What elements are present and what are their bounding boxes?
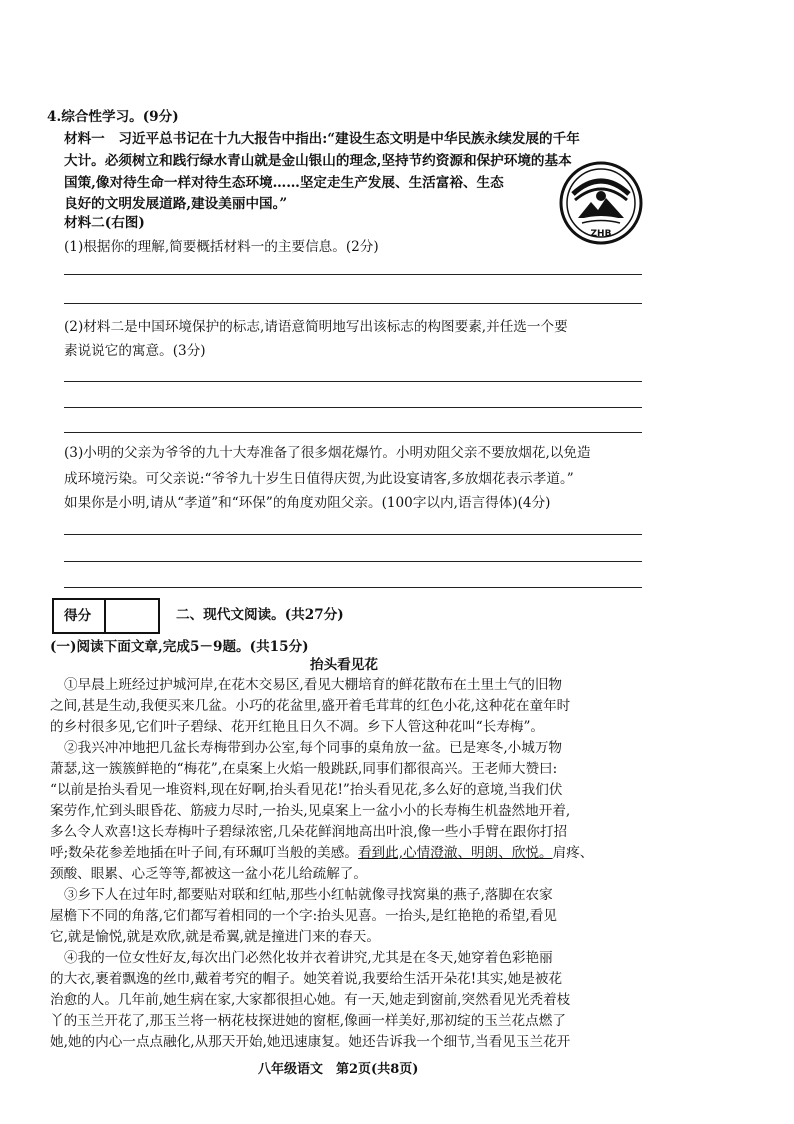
paragraph-4-line-4: 丫的玉兰开花了,那玉兰将一柄花枝探进她的窗框,像画一样美好,那初绽的玉兰花点燃了 [50,1013,566,1029]
section-2-title: 二、现代文阅读。(共27分) [176,607,344,623]
paragraph-2-line-1: ②我兴冲冲地把几盆长寿梅带到办公室,每个同事的桌角放一盆。已是寒冬,小城万物 [64,740,563,756]
q4-sub-2-line-1: (2)材料二是中国环境保护的标志,请语意简明地写出该标志的构图要素,并任选一个要 [64,319,568,335]
q4-sub-1: (1)根据你的理解,简要概括材料一的主要信息。(2分) [64,239,379,255]
reading-instruction: (一)阅读下面文章,完成5－9题。(共15分) [50,639,309,655]
q4-sub-2-line-2: 素说说它的寓意。(3分) [64,343,206,359]
answer-line[interactable] [64,432,642,433]
material-2-label: 材料二(右图) [64,215,145,231]
paragraph-1-line-1: ①早晨上班经过护城河岸,在花木交易区,看见大棚培育的鲜花散布在土里土气的旧物 [64,677,563,693]
q4-sub-3-line-2: 成环境污染。可父亲说:“爷爷九十岁生日值得庆贺,为此设宴请客,多放烟花表示孝道。” [64,471,574,487]
score-input-cell[interactable] [106,600,158,632]
score-label-cell [54,600,106,632]
paragraph-4-line-3: 治愈的人。几年前,她生病在家,大家都很担心她。有一天,她走到窗前,突然看见光秃着枝 [50,992,571,1008]
paragraph-2-line-4: 案劳作,忙到头眼昏花、筋疲力尽时,一抬头,见桌案上一盆小小的长寿梅生机盎然地开着, [50,803,571,819]
answer-line[interactable] [64,587,642,588]
material-1-line-1: 材料一 习近平总书记在十九大报告中指出:“建设生态文明是中华民族永续发展的千年 [64,131,580,147]
material-1-line-2: 大计。必须树立和践行绿水青山就是金山银山的理念,坚持节约资源和保护环境的基本 [64,153,572,169]
paragraph-1-line-3: 的乡村很多见,它们叶子碧绿、花开红艳且日久不凋。乡下人管这种花叫“长寿梅”。 [50,719,544,735]
paragraph-2-line-5: 多么令人欢喜!这长寿梅叶子碧绿浓密,几朵花鲜润地高出叶浪,像一些小手臂在跟你打招 [50,824,568,840]
material-1-line-3: 国策,像对待生命一样对待生态环境……坚定走生产发展、生活富裕、生态 [64,175,504,191]
answer-line[interactable] [64,407,642,408]
answer-line[interactable] [64,274,642,275]
paragraph-2-line-6-end: 肩疼、 [552,845,594,861]
q4-sub-3-line-3: 如果你是小明,请从“孝道”和“环保”的角度劝阻父亲。(100字以内,语言得体)(4分) [64,495,551,511]
material-1-line-4: 良好的文明发展道路,建设美丽中国。” [64,196,288,212]
q4-sub-3-line-1: (3)小明的父亲为爷爷的九十大寿准备了很多烟花爆竹。小明劝阻父亲不要放烟花,以免造 [64,445,591,461]
paragraph-3-line-3: 它,就是愉悦,就是欢欣,就是希翼,就是撞进门来的春天。 [50,929,380,945]
score-box [52,598,160,634]
paragraph-4-line-5: 她,她的内心一点点融化,从那天开始,她迅速康复。她还告诉我一个细节,当看见玉兰花开 [50,1034,571,1050]
q4-header: 4.综合性学习。(9分) [47,109,179,125]
underlined-sentence: 看到此,心情澄澈、明朗、欣悦。 [357,845,553,861]
paragraph-4-line-1: ④我的一位女性好友,每次出门必然化妆并衣着讲究,尤其是在冬天,她穿着色彩艳丽 [64,950,553,966]
paragraph-2-line-6-start: 呼;数朵花参差地插在叶子间,有环珮叮当般的美感。 [50,845,358,861]
paragraph-2-line-6 [50,844,593,862]
zhb-logo-icon [558,160,644,246]
paragraph-2-line-7: 颈酸、眼累、心乏等等,都被这一盆小花儿给疏解了。 [50,866,367,882]
environment-protection-logo [558,160,644,246]
score-label: 得分 [64,608,92,624]
paragraph-2-line-2: 萧瑟,这一簇簇鲜艳的“梅花”,在桌案上火焰一般跳跃,同事们都很高兴。王老师大赞曰: [50,761,558,777]
paragraph-1-line-2: 之间,甚是生动,我便买来几盆。小巧的花盆里,盛开着毛茸茸的红色小花,这种花在童年时 [50,698,571,714]
paragraph-2-line-3: “以前是抬头看见一堆资料,现在好啊,抬头看见花!”抬头看见花,多么好的意境,当我们伏 [50,782,563,798]
answer-line[interactable] [64,534,642,535]
paragraph-3-line-1: ③乡下人在过年时,都要贴对联和红帖,那些小红帖就像寻找窝巢的燕子,落脚在农家 [64,887,553,903]
page-footer: 八年级语文 第2页(共8页) [258,1062,419,1077]
article-title: 抬头看见花 [310,657,378,673]
paragraph-3-line-2: 屋檐下不同的角落,它们都写着相同的一个字:抬头见喜。一抬头,是红艳艳的希望,看见 [50,908,557,924]
answer-line[interactable] [64,303,642,304]
paragraph-4-line-2: 的大衣,裹着飘逸的丝巾,戴着考究的帽子。她笑着说,我要给生活开朵花!其实,她是被花 [50,971,563,987]
logo-text: ZHB [590,229,612,239]
answer-line[interactable] [64,381,642,382]
answer-line[interactable] [64,561,642,562]
